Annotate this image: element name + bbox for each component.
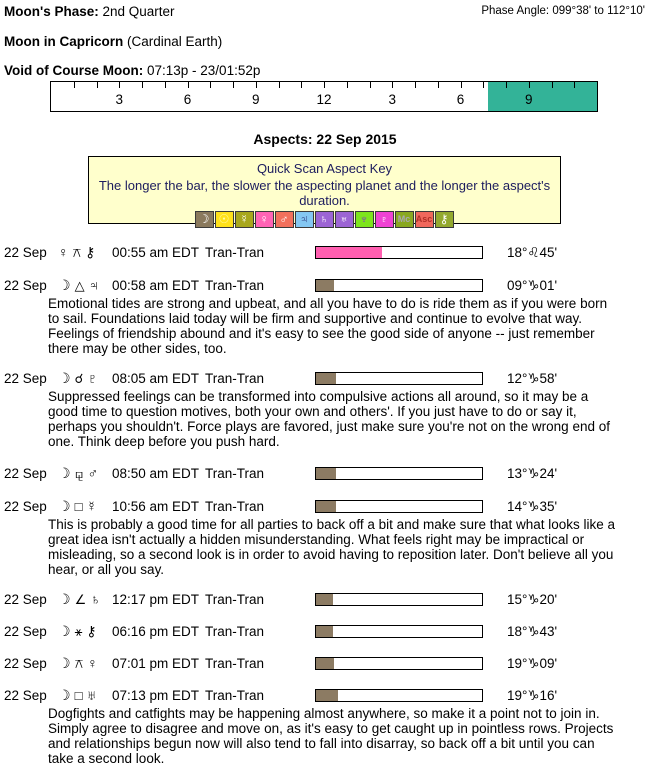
ruler-hour-label: 6 <box>456 92 465 107</box>
ruler-tick <box>97 82 98 88</box>
aspect-interpretation: This is probably a good time for all parties to back off a bit and make sure that what looks like a great idea isn't actually a hidden misunderstanding. What feels right may be impractical or misleading, so a second look is in order to avoid having to reposition later. Don't believe all you hear, or all you say. <box>48 517 616 577</box>
chiron-glyph: ⚷ <box>86 623 97 639</box>
aspect-position: 13°♑24' <box>507 466 558 481</box>
jupiter-glyph: ♃ <box>88 277 100 293</box>
mercury-icon: ☿ <box>235 211 254 228</box>
aspect-glyphs <box>58 498 101 515</box>
aspect-row <box>0 624 650 640</box>
key-subtitle: The longer the bar, the slower the aspecting planet and the longer the aspect's duration. <box>98 178 551 208</box>
duration-bar-fill <box>316 247 382 258</box>
duration-bar-fill <box>316 468 336 479</box>
aspect-position: 19°♑09' <box>507 656 558 671</box>
ruler-hour-label: 12 <box>316 92 332 107</box>
duration-bar <box>315 246 483 259</box>
moon-glyph: ☽ <box>58 465 71 481</box>
aspect-position: 15°♑20' <box>507 592 558 607</box>
aspect-row <box>0 592 650 608</box>
aspect-type: Tran-Tran <box>205 245 265 260</box>
ruler-tick <box>165 82 166 88</box>
aspect-type: Tran-Tran <box>205 624 265 639</box>
ruler-tick <box>142 82 143 88</box>
phase-angle: Phase Angle: 099°38' to 112°10' <box>481 5 645 17</box>
aspect-time: 06:16 pm EDT <box>112 624 200 639</box>
moon-sign-label: Moon in Capricorn <box>4 34 124 49</box>
duration-bar <box>315 657 483 670</box>
sextile-glyph: ⚹ <box>74 624 83 639</box>
moons-phase-line <box>4 4 175 19</box>
ruler-tick <box>415 82 416 88</box>
neptune-icon: ♆ <box>355 211 374 228</box>
jupiter-icon: ♃ <box>295 211 314 228</box>
aspect-date: 22 Sep <box>4 624 47 639</box>
aspect-date: 22 Sep <box>4 278 47 293</box>
moons-phase-label: Moon's Phase: <box>4 4 99 19</box>
aspect-glyphs <box>58 591 105 608</box>
aspect-date: 22 Sep <box>4 688 47 703</box>
duration-bar-fill <box>316 594 333 605</box>
pluto-glyph: ♇ <box>87 370 98 386</box>
venus-glyph: ♀ <box>58 244 69 260</box>
chiron-glyph: ⚷ <box>85 244 96 260</box>
venus-icon: ♀ <box>255 211 274 228</box>
aspect-date: 22 Sep <box>4 592 47 607</box>
aspect-interpretation: Emotional tides are strong and upbeat, and all you have to do is ride them as if you were born to sail. Foundations laid today will be firm and supportive and continue to evolve that way. Feelings of friendship abound and it's easy to see the good side of anyone -- just remember there may be other sides, too. <box>48 296 608 356</box>
duration-bar <box>315 593 483 606</box>
ruler-tick <box>347 82 348 88</box>
voc-line <box>4 63 260 78</box>
moon-glyph: ☽ <box>58 591 71 607</box>
voc-value: 07:13p - 23/01:52p <box>147 63 261 78</box>
aspect-position: 19°♑16' <box>507 688 558 703</box>
mercury-glyph: ☿ <box>86 498 97 514</box>
ruler-hour-label: 3 <box>115 92 124 107</box>
aspect-interpretation: Suppressed feelings can be transformed into compulsive actions all around, so it may be a good time to question motives, both your own and others'. If you just have to do or say it, perhaps you shouldn't. Force plays are favored, just make sure you're not on the wrong end of one. Think deep before you push hard. <box>48 389 610 449</box>
aspect-glyphs <box>58 465 102 482</box>
aspect-row <box>0 688 650 704</box>
aspect-date: 22 Sep <box>4 499 47 514</box>
ruler-tick <box>552 82 553 88</box>
key-title: Quick Scan Aspect Key <box>256 161 393 176</box>
aspect-time: 00:55 am EDT <box>112 245 200 260</box>
planet-key-row <box>89 211 560 228</box>
duration-bar-fill <box>316 690 338 701</box>
ruler-tick <box>119 82 120 88</box>
semisquare-glyph: ∠ <box>74 592 87 607</box>
duration-bar <box>315 467 483 480</box>
moon-glyph: ☽ <box>58 655 71 671</box>
aspect-key-box <box>88 156 561 224</box>
aspect-type: Tran-Tran <box>205 278 265 293</box>
duration-bar-fill <box>316 373 336 384</box>
uranus-glyph: ♅ <box>86 687 97 703</box>
moon-glyph: ☽ <box>58 623 71 639</box>
aspect-glyphs <box>58 687 101 704</box>
moon-sign-line <box>4 34 222 49</box>
aspect-time: 12:17 pm EDT <box>112 592 200 607</box>
ruler-tick <box>279 82 280 88</box>
aspects-title: Aspects: 22 Sep 2015 <box>253 131 397 147</box>
aspect-row <box>0 499 650 515</box>
aspect-type: Tran-Tran <box>205 466 265 481</box>
ruler-tick <box>188 82 189 88</box>
duration-bar-fill <box>316 658 334 669</box>
aspect-time: 07:01 pm EDT <box>112 656 200 671</box>
trine-glyph: △ <box>74 278 85 293</box>
moon-icon: ☽ <box>195 211 214 228</box>
square-glyph: □ <box>74 499 83 514</box>
aspect-interpretation: Dogfights and catfights may be happening almost anywhere, so make it a point not to join in. Simply agree to disagree and move on, as it's easy to get caught up in pointless rows. Projects and relationships begun now will also tend to fall into disarray, so back off a bit until you can take a second look. <box>48 706 614 766</box>
mars-icon: ♂ <box>275 211 294 228</box>
voc-label: Void of Course Moon: <box>4 63 144 78</box>
conjunction-glyph: ☌ <box>74 371 84 386</box>
ruler-tick <box>506 82 507 88</box>
sun-icon: ☉ <box>215 211 234 228</box>
aspect-type: Tran-Tran <box>205 499 265 514</box>
aspect-time: 08:05 am EDT <box>112 371 200 386</box>
aspect-row <box>0 245 650 261</box>
ruler-tick <box>233 82 234 88</box>
duration-bar <box>315 372 483 385</box>
aspect-glyphs <box>58 244 99 261</box>
aspect-time: 00:58 am EDT <box>112 278 200 293</box>
aspect-date: 22 Sep <box>4 466 47 481</box>
ruler-tick <box>461 82 462 88</box>
aspect-time: 08:50 am EDT <box>112 466 200 481</box>
aspect-position: 18°♌45' <box>507 245 558 260</box>
aspect-glyphs <box>58 655 102 672</box>
duration-bar <box>315 689 483 702</box>
aspect-row <box>0 371 650 387</box>
moons-phase-value: 2nd Quarter <box>102 4 175 19</box>
ruler-tick <box>324 82 325 88</box>
aspect-glyphs <box>58 370 102 387</box>
aspect-type: Tran-Tran <box>205 592 265 607</box>
moon-sign-modality: (Cardinal Earth) <box>127 34 223 49</box>
voc-timeline-ruler <box>50 81 598 112</box>
venus-glyph: ♀ <box>87 655 98 671</box>
ruler-tick <box>74 82 75 88</box>
ruler-tick <box>256 82 257 88</box>
duration-bar-fill <box>316 501 336 512</box>
duration-bar <box>315 500 483 513</box>
aspect-date: 22 Sep <box>4 371 47 386</box>
aspect-type: Tran-Tran <box>205 656 265 671</box>
moon-glyph: ☽ <box>58 687 71 703</box>
ruler-tick <box>370 82 371 88</box>
duration-bar-fill <box>316 626 333 637</box>
duration-bar-fill <box>316 280 334 291</box>
chiron-icon: ⚷ <box>435 211 454 228</box>
ruler-tick <box>301 82 302 88</box>
ruler-hour-label: 6 <box>183 92 192 107</box>
duration-bar <box>315 625 483 638</box>
quincunx-glyph: ⚻ <box>72 245 82 260</box>
aspect-position: 14°♑35' <box>507 499 558 514</box>
ruler-tick <box>210 82 211 88</box>
mc-icon: Mc <box>395 211 414 228</box>
asc-icon: Asc <box>415 211 434 228</box>
ruler-hour-label: 9 <box>251 92 260 107</box>
aspect-date: 22 Sep <box>4 656 47 671</box>
moon-glyph: ☽ <box>58 370 71 386</box>
moon-glyph: ☽ <box>58 277 71 293</box>
square-glyph: □ <box>74 688 83 703</box>
duration-bar <box>315 279 483 292</box>
ruler-tick <box>483 82 484 88</box>
aspect-position: 09°♑01' <box>507 278 558 293</box>
quincunx-glyph: ⚻ <box>74 656 84 671</box>
sesquiquadrate-glyph: ⚼ <box>74 466 84 481</box>
aspect-position: 18°♑43' <box>507 624 558 639</box>
uranus-icon: ♅ <box>335 211 354 228</box>
ruler-tick <box>438 82 439 88</box>
saturn-glyph: ♄ <box>90 591 101 607</box>
pluto-icon: ♇ <box>375 211 394 228</box>
voc-highlight <box>488 82 597 111</box>
aspect-time: 10:56 am EDT <box>112 499 200 514</box>
ruler-hour-label: 3 <box>388 92 397 107</box>
aspect-type: Tran-Tran <box>205 688 265 703</box>
aspect-position: 12°♑58' <box>507 371 558 386</box>
ruler-hour-label: 9 <box>524 92 533 107</box>
aspect-row <box>0 466 650 482</box>
aspect-type: Tran-Tran <box>205 371 265 386</box>
aspect-row <box>0 656 650 672</box>
moon-glyph: ☽ <box>58 498 71 514</box>
aspect-row <box>0 278 650 294</box>
aspect-time: 07:13 pm EDT <box>112 688 200 703</box>
aspect-glyphs <box>58 277 103 294</box>
aspect-glyphs <box>58 623 101 640</box>
saturn-icon: ♄ <box>315 211 334 228</box>
ruler-tick <box>529 82 530 88</box>
mars-glyph: ♂ <box>87 465 99 481</box>
ruler-tick <box>392 82 393 88</box>
ruler-tick <box>574 82 575 88</box>
aspect-date: 22 Sep <box>4 245 47 260</box>
